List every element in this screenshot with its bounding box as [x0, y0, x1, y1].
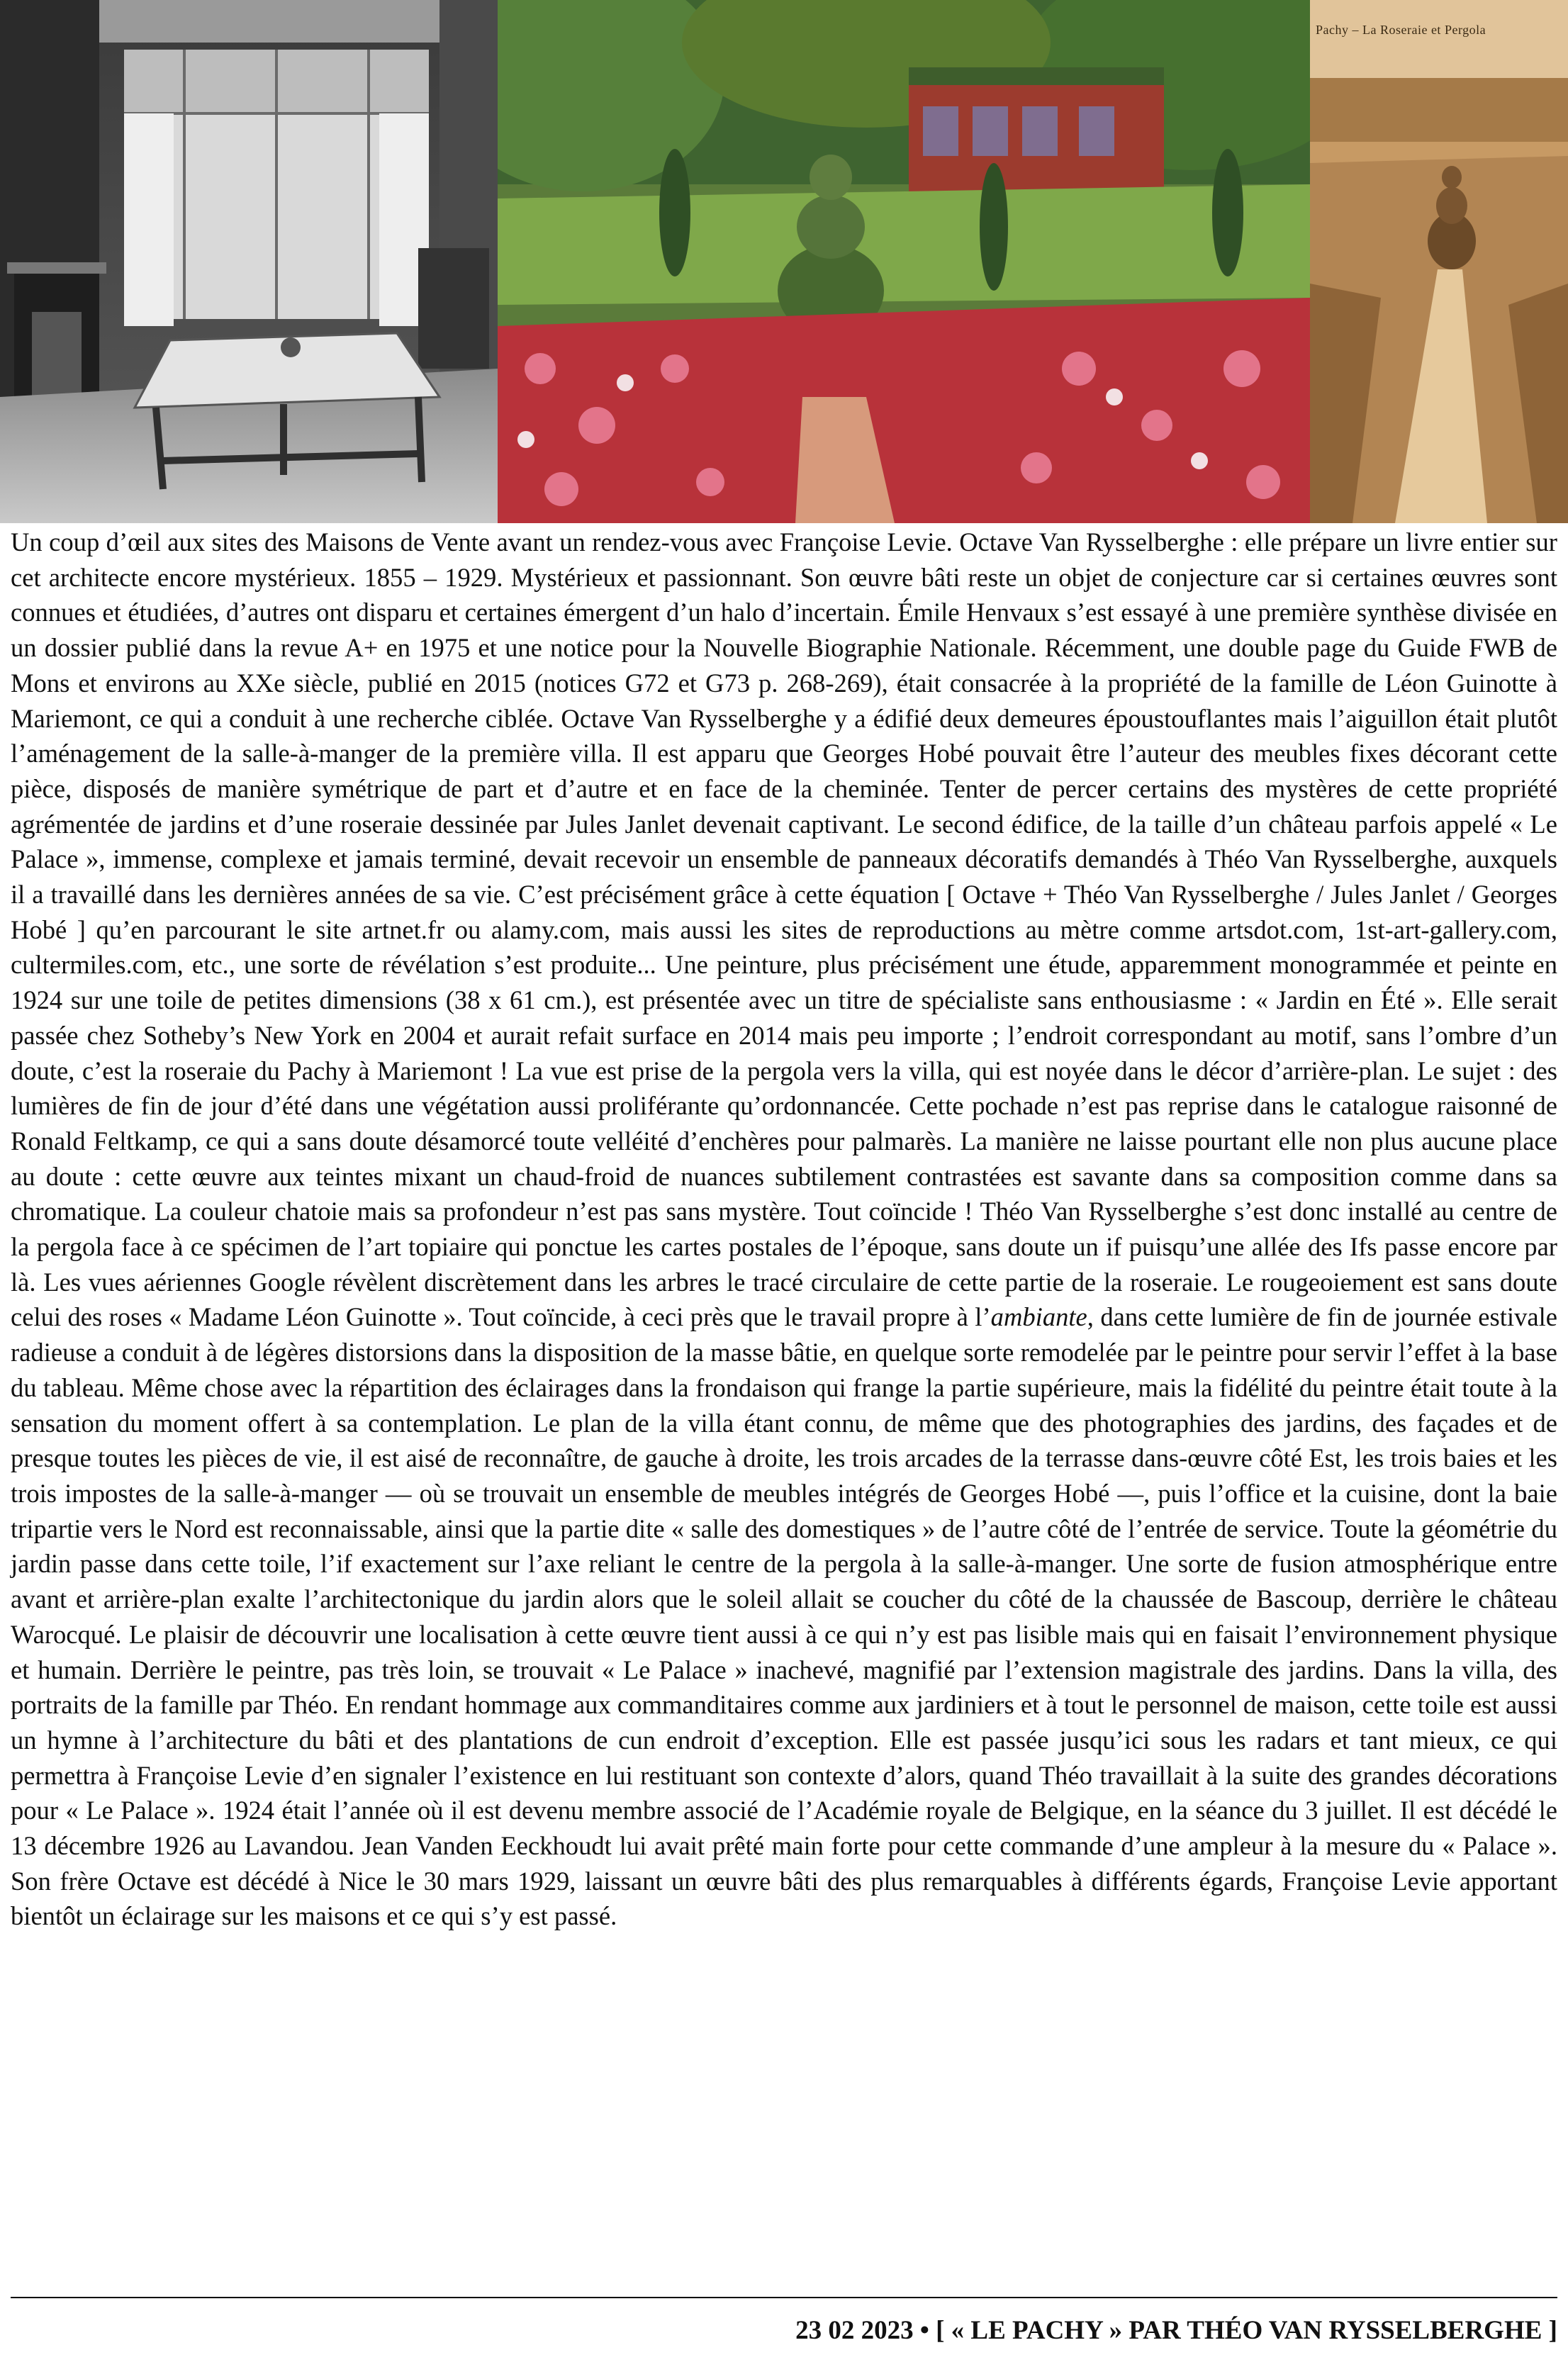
article-body	[11, 525, 1557, 1934]
garden-painting	[498, 0, 1310, 523]
footer-date-title: 23 02 2023 • [ « LE PACHY » PAR THÉO VAN RYSSELBERGHE ]	[795, 2316, 1557, 2345]
postcard-caption: Pachy – La Roseraie et Pergola	[1316, 23, 1486, 37]
postcard-image	[1310, 0, 1568, 523]
dining-room-photo	[0, 0, 498, 523]
article-italic-term: ambiante	[990, 1302, 1087, 1332]
header-images	[0, 0, 1568, 523]
article-text-part-1: Un coup d’œil aux sites des Maisons de Vente avant un rendez-vous avec Françoise Levie. Octave Van Rysselberghe : elle prépare un livre entier sur cet architecte encore mystérieux. 1855 – 1929. Mystérieux et passionnant. Son œuvre bâti reste un objet de conjecture car si certaines œuvres sont connues et étudiées, d’autres ont disparu et certaines émergent d’un halo d’incertain. Émile Henvaux s’est essayé à une première synthèse divisée en un dossier publié dans la revue A+ en 1975 et une notice pour la Nouvelle Biographie Nationale. Récemment, une double page du Guide FWB de Mons et environs au XXe siècle, publié en 2015 (notices G72 et G73 p. 268-269), était consacrée à la propriété de la famille de Léon Guinotte à Mariemont, ce qui a conduit à une recherche ciblée. Octave Van Rysselberghe y a édifié deux demeures époustouflantes mais l’aiguillon était plutôt l’aménagement de la salle-à-manger de la première villa. Il est apparu que Georges Hobé pouvait être l’auteur des meubles fixes décorant cette pièce, disposés de manière symétrique de part et d’autre et en face de la cheminée. Tenter de percer certains des mystères de cette propriété agrémentée de jardins et d’une roseraie dessinée par Jules Janlet devenait captivant. Le second édifice, de la taille d’un château parfois appelé « Le Palace », immense, complexe et jamais terminé, devait recevoir un ensemble de panneaux décoratifs demandés à Théo Van Rysselberghe, auxquels il a travaillé dans les dernières années de sa vie. C’est précisément grâce à cette équation [ Octave + Théo Van Rysselberghe / Jules Janlet / Georges Hobé ] qu’en parcourant le site artnet.fr ou alamy.com, mais aussi les sites de reproductions au mètre comme artsdot.com, 1st-art-gallery.com, cultermiles.com, etc., une sorte de révélation s’est produite... Une peinture, plus précisément une étude, apparemment monogrammée et peinte en 1924 sur une toile de petites dimensions (38 x 61 cm.), est présentée avec un titre de spécialiste sans enthousiasme : « Jardin en Été ». Elle serait passée chez Sotheby’s New York en 2004 et aurait refait surface en 2014 mais peu importe ; l’endroit correspondant au motif, sans l’ombre d’un doute, c’est la roseraie du Pachy à Mariemont ! La vue est prise de la pergola vers la villa, qui est noyée dans le décor d’arrière-plan. Le sujet : des lumières de fin de jour d’été dans une végétation aussi proliférante qu’ordonnancée. Cette pochade n’est pas reprise dans le catalogue raisonné de Ronald Feltkamp, ce qui a sans doute désamorcé toute velléité d’enchères pour palmarès. La manière ne laisse pourtant elle non plus aucune place au doute : cette œuvre aux teintes mixant un chaud-froid de nuances subtilement contrastées est savante dans sa composition comme dans sa chromatique. La couleur chatoie mais sa profondeur n’est pas sans mystère. Tout coïncide ! Théo Van Rysselberghe s’est donc installé au centre de la pergola face à ce spécimen de l’art topiaire qui ponctue les cartes postales de l’époque, sans doute un if puisqu’une allée des Ifs passe encore par là. Les vues aériennes Google révèlent discrètement dans les arbres le tracé circulaire de cette partie de la roseraie. Le rougeoiement est sans doute celui des roses « Madame Léon Guinotte ». Tout coïncide, à ceci près que le travail propre à l’	[11, 527, 1557, 1332]
footer-rule	[11, 2297, 1557, 2298]
article-text-part-2: , dans cette lumière de fin de journée estivale radieuse a conduit à de légères distorsions dans la disposition de la masse bâtie, en quelque sorte remodelée par le peintre pour servir l’effet à la base du tableau. Même chose avec la répartition des éclairages dans la frondaison qui frange la partie supérieure, mais la fidélité du peintre était toute à la sensation du moment offert à sa contemplation. Le plan de la villa étant connu, de même que des photographies des jardins, des façades et de presque toutes les pièces de vie, il est aisé de reconnaître, de gauche à droite, les trois arcades de la terrasse dans-œuvre côté Est, les trois baies et les trois impostes de la salle-à-manger — où se trouvait un ensemble de meubles intégrés de Georges Hobé —, puis l’office et la cuisine, dont la baie tripartie vers le Nord est reconnaissable, ainsi que la partie dite « salle des domestiques » de l’autre côté de l’entrée de service. Toute la géométrie du jardin passe dans cette toile, l’if exactement sur l’axe reliant le centre de la pergola à la salle-à-manger. Une sorte de fusion atmosphérique entre avant et arrière-plan exalte l’architectonique du jardin alors que le soleil allait se coucher du côté de la chaussée de Bascoup, derrière le château Warocqué. Le plaisir de découvrir une localisation à cette œuvre tient aussi à ce qui n’y est pas lisible mais qui en faisait l’environnement physique et humain. Derrière le peintre, pas très loin, se trouvait « Le Palace » inachevé, magnifié par l’extension magistrale des jardins. Dans la villa, des portraits de la famille par Théo. En rendant hommage aux commanditaires comme aux jardiniers et à tout le personnel de maison, cette toile est aussi un hymne à l’architecture du bâti et des plantations de cun endroit d’exception. Elle est passée jusqu’ici sous les radars et tant mieux, ce qui permettra à Françoise Levie d’en signaler l’existence en lui restituant son contexte d’alors, quand Théo travaillait à la suite des grandes décorations pour « Le Palace ». 1924 était l’année où il est devenu membre associé de l’Académie royale de Belgique, en la séance du 3 juillet. Il est décédé le 13 décembre 1926 au Lavandou. Jean Vanden Eeckhoudt lui avait prêté main forte pour cette commande d’une ampleur à la mesure du « Palace ». Son frère Octave est décédé à Nice le 30 mars 1929, laissant un œuvre bâti des plus remarquables à différents égards, Françoise Levie apportant bientôt un éclairage sur les maisons et ce qui s’y est passé.	[11, 1302, 1557, 1931]
